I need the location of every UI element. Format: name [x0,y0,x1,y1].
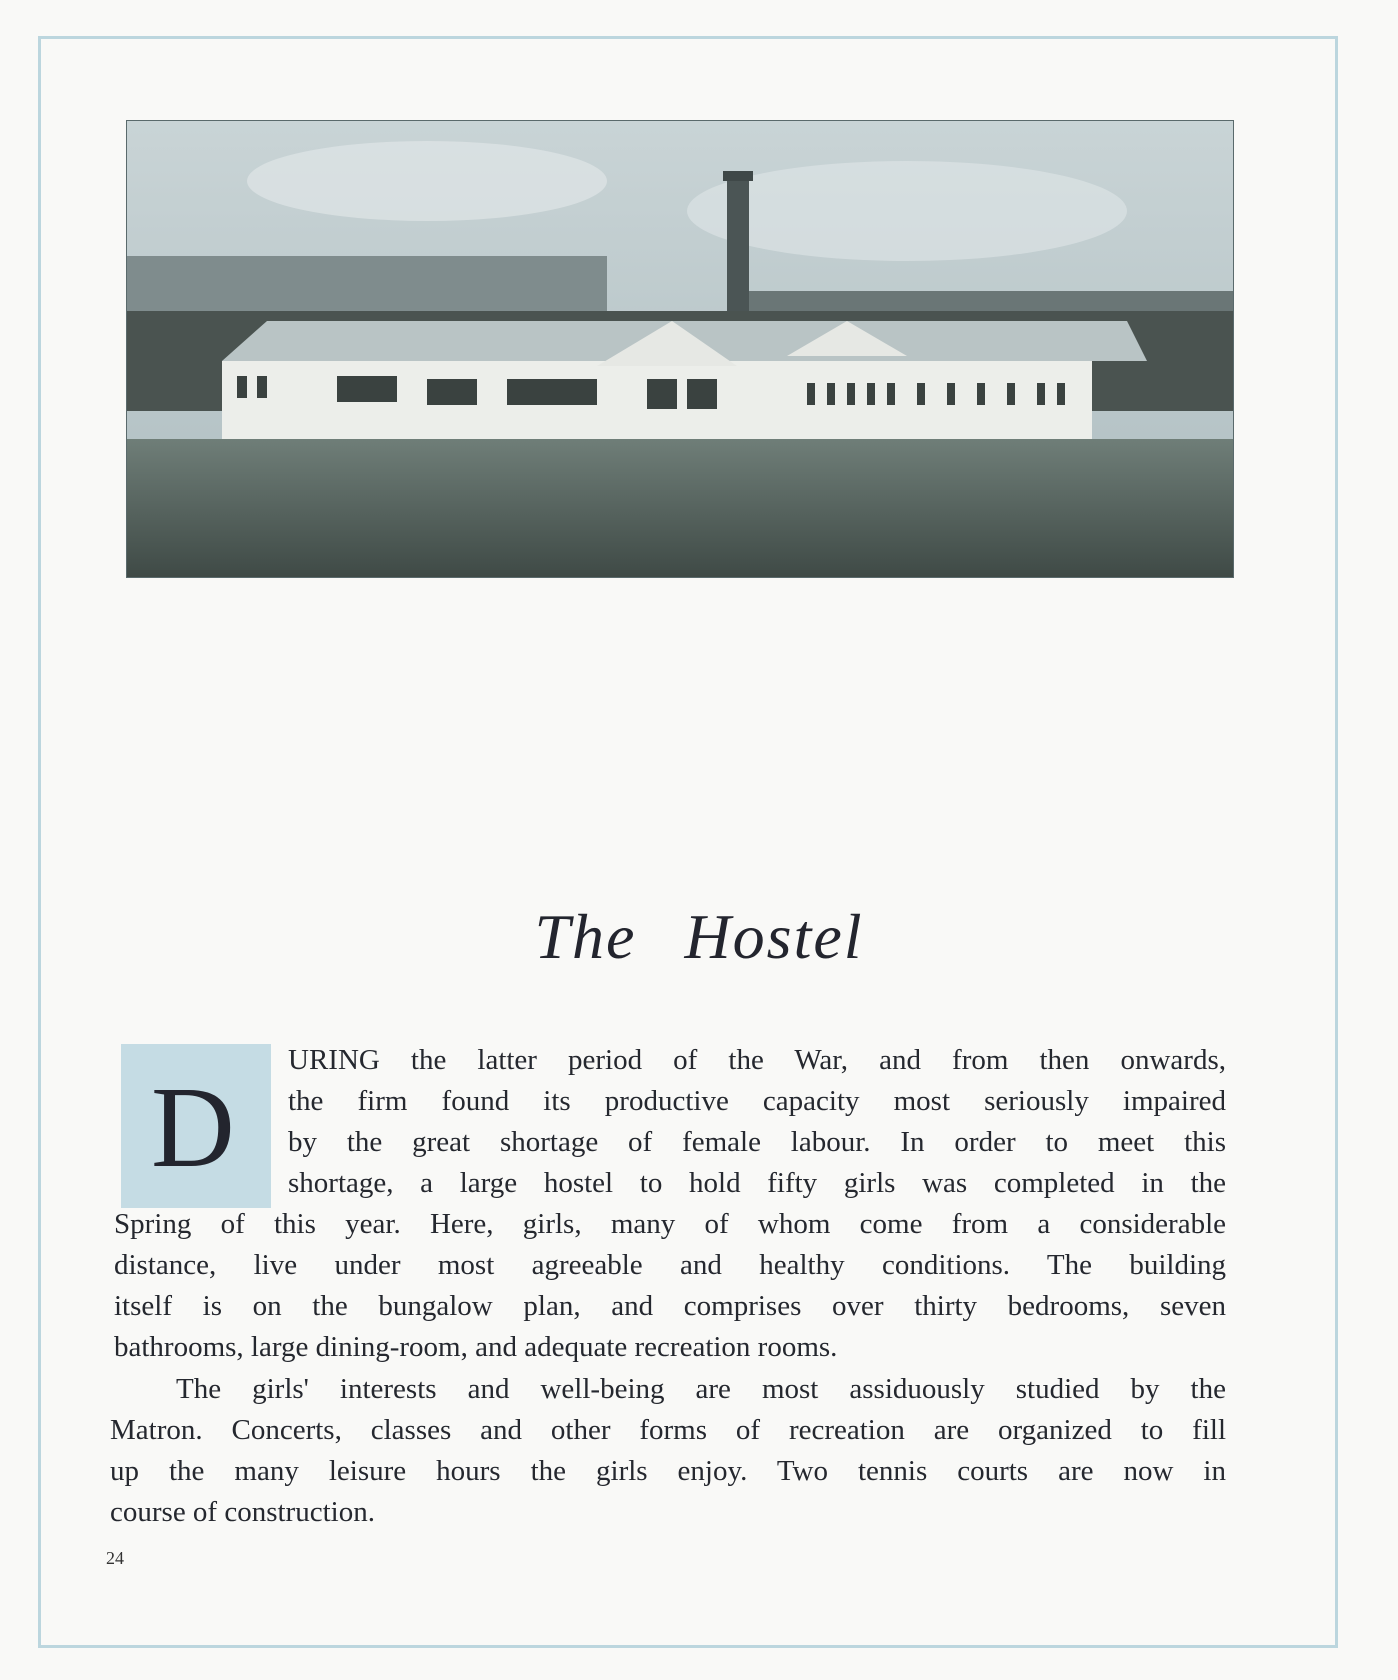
paragraph-line: the firm found its productive capacity most seriously impaired [288,1085,1226,1117]
paragraph-line: The girls' interests and well-being are most assiduously studied by the [176,1373,1226,1405]
page-title: The Hostel [534,901,864,972]
drop-cap-letter: D [151,1064,235,1192]
paragraph-line: Matron. Concerts, classes and other forms of recreation are organized to fill [110,1414,1226,1446]
paragraph-line: course of construction. [110,1496,375,1528]
hostel-photograph [126,120,1234,578]
paragraph-line: itself is on the bungalow plan, and comprises over thirty bedrooms, seven [114,1290,1226,1322]
paragraph-line: by the great shortage of female labour. In order to meet this [288,1126,1226,1158]
page-number: 24 [106,1548,124,1568]
paragraph-line: shortage, a large hostel to hold fifty girls was completed in the [288,1167,1226,1199]
drop-cap [121,1044,271,1208]
paragraph-line: up the many leisure hours the girls enjoy. Two tennis courts are now in [110,1455,1226,1487]
paragraph-line: Spring of this year. Here, girls, many of whom come from a considerable [114,1208,1226,1240]
paragraph-line: URING the latter period of the War, and from then onwards, [288,1044,1226,1076]
paragraph-line: distance, live under most agreeable and healthy conditions. The building [114,1249,1226,1281]
paragraph-line: bathrooms, large dining-room, and adequate recreation rooms. [114,1331,838,1363]
